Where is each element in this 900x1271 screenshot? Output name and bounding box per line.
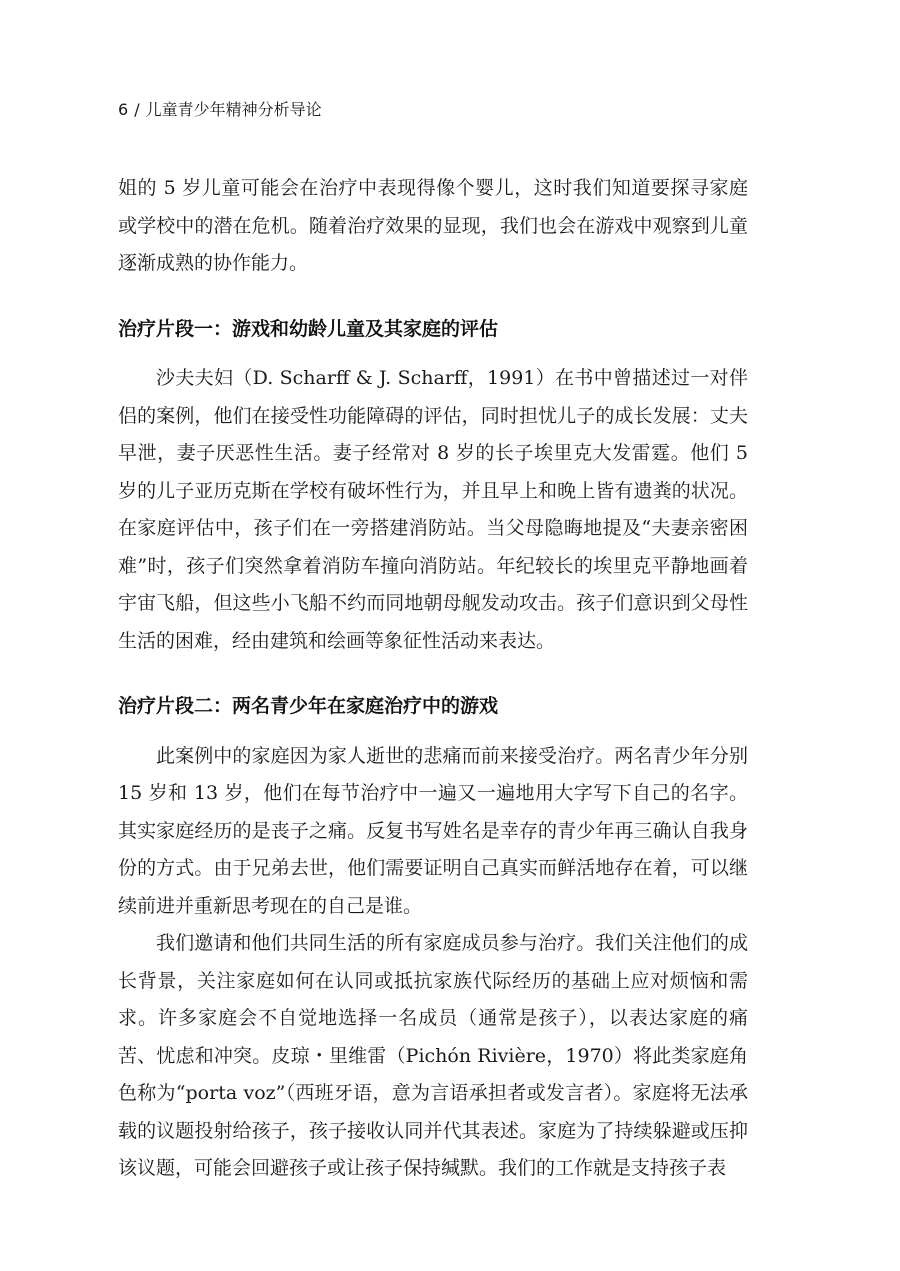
book-title: 儿童青少年精神分析导论 xyxy=(145,100,322,119)
paragraph-scharff-case: 沙夫夫妇（D. Scharff & J. Scharff，1991）在书中曾描述过一对伴侣的案例，他们在接受性功能障碍的评估，同时担忧儿子的成长发展：丈夫早泄，妻子厌恶性生活。妻子经常对 8 岁的长子埃里克大发雷霆。他们 5 岁的儿子亚历克斯在学校有破坏性行为，并且早上和晚上皆有遗粪的状况。在家庭评估中，孩子们在一旁搭建消防站。当父母隐晦地提及“夫妻亲密困难”时，孩子们突然拿着消防车撞向消防站。年纪较长的埃里克平静地画着宇宙飞船，但这些小飞船不约而同地朝母舰发动攻击。孩子们意识到父母性生活的困难，经由建筑和绘画等象征性活动来表达。 xyxy=(118,367,748,652)
spacer xyxy=(118,348,748,360)
spacer xyxy=(118,660,748,688)
section-heading-fragment-1: 治疗片段一：游戏和幼龄儿童及其家庭的评估 xyxy=(118,317,499,340)
page-number: 6 xyxy=(118,100,129,119)
running-head xyxy=(118,98,322,122)
paragraph-family-members: 我们邀请和他们共同生活的所有家庭成员参与治疗。我们关注他们的成长背景，关注家庭如何在认同或抵抗家族代际经历的基础上应对烦恼和需求。许多家庭会不自觉地选择一名成员（通常是孩子），以表达家庭的痛苦、忧虑和冲突。皮琼・里维雷（Pichón Rivière，1970）将此类家庭角色称为“porta voz”（西班牙语，意为言语承担者或发言者）。家庭将无法承载的议题投射给孩子，孩子接收认同并代其表述。家庭为了持续躲避或压抑该议题，可能会回避孩子或让孩子保持缄默。我们的工作就是支持孩子表 xyxy=(118,932,748,1179)
page-body xyxy=(118,170,748,1188)
paragraph-adolescents-case: 此案例中的家庭因为家人逝世的悲痛而前来接受治疗。两名青少年分别 15 岁和 13 岁，他们在每节治疗中一遍又一遍地用大字写下自己的名字。其实家庭经历的是丧子之痛。反复书写姓名是幸存的青少年再三确认自我身份的方式。由于兄弟去世，他们需要证明自己真实而鲜活地存在着，可以继续前进并重新思考现在的自己是谁。 xyxy=(118,744,748,917)
spacer xyxy=(118,726,748,738)
spacer xyxy=(118,283,748,311)
section-heading-fragment-2: 治疗片段二：两名青少年在家庭治疗中的游戏 xyxy=(118,695,499,717)
running-head-separator: / xyxy=(134,100,140,119)
paragraph-continued: 姐的 5 岁儿童可能会在治疗中表现得像个婴儿，这时我们知道要探寻家庭或学校中的潜在危机。随着治疗效果的显现，我们也会在游戏中观察到儿童逐渐成熟的协作能力。 xyxy=(118,177,748,274)
